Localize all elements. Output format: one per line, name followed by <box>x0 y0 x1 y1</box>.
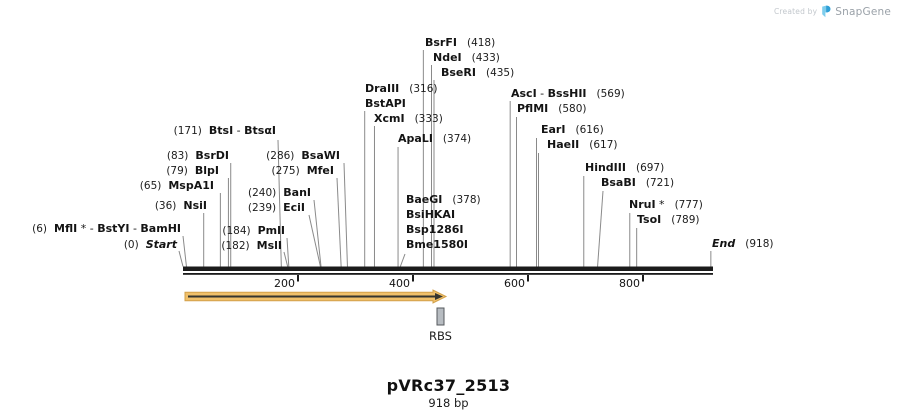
connector-line <box>284 252 288 267</box>
site-label: (171) BtsI - BtsαI <box>173 124 276 137</box>
tick-label: 400 <box>389 276 410 290</box>
map-length: 918 bp <box>428 396 469 410</box>
site-label: BaeGI (378) BsiHKAI Bsp1286I Bme1580I <box>406 193 481 251</box>
site-label: PflMI (580) <box>517 102 587 115</box>
site-label: (240) BanI <box>248 186 311 199</box>
sequence-line-top <box>183 267 713 272</box>
connector-line <box>400 254 405 267</box>
site-label: HindIII (697) <box>585 161 665 174</box>
site-label: NdeI (433) <box>433 51 500 64</box>
site-label: ApaLI (374) <box>398 132 472 145</box>
tick-label: 800 <box>619 276 640 290</box>
tick-label: 200 <box>274 276 295 290</box>
site-label: (182) MslI <box>221 239 282 252</box>
snapgene-brand: SnapGene <box>835 5 891 18</box>
rbs-box <box>437 308 444 325</box>
connector-line <box>598 191 603 267</box>
site-label: (239) EciI <box>247 201 305 214</box>
site-label: (83) BsrDI <box>166 149 229 162</box>
tick-label: 600 <box>504 276 525 290</box>
site-label: EarI (616) <box>541 123 604 136</box>
site-label: BsaBI (721) <box>601 176 675 189</box>
connector-line <box>183 236 186 267</box>
tick-mark <box>527 275 529 282</box>
connector-line <box>179 251 183 267</box>
site-label: NruI * (777) <box>629 198 703 211</box>
site-label: TsoI (789) <box>637 213 700 226</box>
site-label: BsrFI (418) <box>425 36 496 49</box>
connector-line <box>314 200 321 267</box>
connector-line <box>287 238 289 267</box>
site-label: (0) Start <box>123 238 177 251</box>
site-label: (6) MflI * - BstYI - BamHI <box>32 222 181 235</box>
site-label: BseRI (435) <box>441 66 515 79</box>
site-label: (65) MspA1I <box>139 179 214 192</box>
map-title: pVRc37_2513 <box>386 376 511 395</box>
site-label: XcmI (333) <box>374 112 443 125</box>
rbs-label: RBS <box>429 329 452 343</box>
sequence-line-bottom <box>183 273 713 275</box>
tick-mark <box>297 275 299 282</box>
connector-line <box>337 178 341 267</box>
site-label: HaeII (617) <box>547 138 618 151</box>
site-label: (36) NsiI <box>154 199 207 212</box>
site-label: DraIII (316) BstAPI <box>365 82 438 110</box>
tick-mark <box>412 275 414 282</box>
site-label: End (918) <box>712 237 774 250</box>
created-by-text: Created by <box>774 7 818 16</box>
connector-line <box>344 163 347 267</box>
site-label: (79) BlpI <box>166 164 219 177</box>
site-label: (275) MfeI <box>271 164 334 177</box>
tick-mark <box>642 275 644 282</box>
site-label: (184) PmlI <box>222 224 285 237</box>
site-label: (286) BsaWI <box>266 149 340 162</box>
site-label: AscI - BssHII (569) <box>511 87 625 100</box>
